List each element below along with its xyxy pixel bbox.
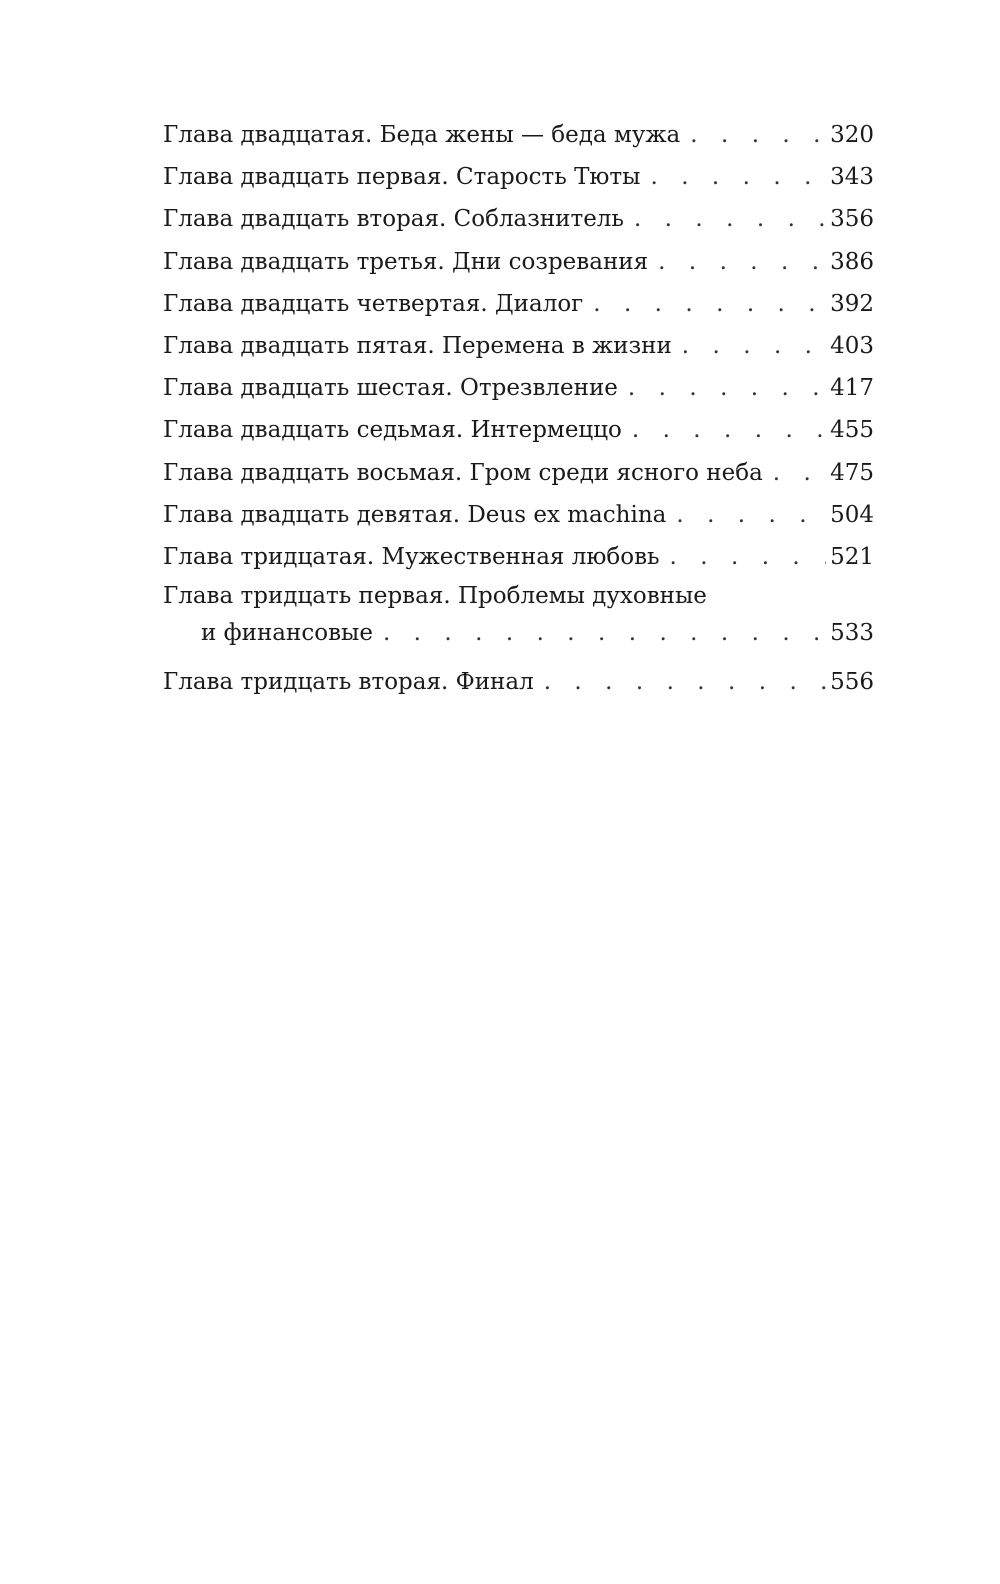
- toc-entry-page: 320: [830, 122, 874, 148]
- toc-entry-title: Глава тридцатая. Мужественная любовь: [163, 543, 660, 570]
- dot-leader: [676, 494, 826, 536]
- toc-entry-title: Глава двадцать первая. Старость Тюты: [163, 164, 641, 191]
- toc-entry-page: 556: [830, 669, 874, 696]
- dot-leader: [773, 452, 826, 494]
- toc-entry[interactable]: [163, 114, 874, 156]
- toc-entry-title: Глава двадцать четвертая. Диалог: [163, 290, 584, 317]
- toc-entry[interactable]: [163, 494, 874, 536]
- toc-entry-title: Глава двадцать девятая. Deus ex machina: [163, 501, 667, 528]
- toc-entry-page: 356: [830, 206, 874, 233]
- toc-entry-page: 403: [830, 332, 874, 359]
- toc-entry-page: 475: [830, 459, 874, 486]
- toc-entry-page: 392: [830, 290, 874, 317]
- toc-entry-title: Глава двадцатая. Беда жены — беда мужа: [163, 122, 681, 148]
- toc-entry[interactable]: [163, 325, 874, 367]
- dot-leader: [682, 325, 826, 367]
- toc-entry-title-continuation: и финансовые: [201, 620, 373, 647]
- toc-entry-title: Глава двадцать шестая. Отрезвление: [163, 375, 618, 402]
- toc-entry[interactable]: [163, 661, 874, 703]
- dot-leader: [593, 283, 826, 325]
- toc-entry[interactable]: [163, 241, 874, 283]
- dot-leader: [690, 114, 826, 156]
- toc-entry[interactable]: [163, 536, 874, 578]
- toc-entry-title: Глава двадцать седьмая. Интермеццо: [163, 417, 622, 444]
- toc-entry-title: Глава двадцать пятая. Перемена в жизни: [163, 332, 672, 359]
- toc-entry[interactable]: [163, 367, 874, 409]
- dot-leader: [628, 367, 826, 409]
- toc-entry-title: Глава двадцать третья. Дни созревания: [163, 248, 649, 275]
- dot-leader: [670, 536, 827, 578]
- toc-entry[interactable]: [163, 156, 874, 198]
- toc-entry-page: 504: [830, 501, 874, 528]
- toc-entry-title: Глава тридцать первая. Проблемы духовные: [163, 583, 707, 610]
- toc-entry-title: Глава тридцать вторая. Финал: [163, 669, 534, 696]
- toc-entry-page: 343: [830, 164, 874, 191]
- toc-entry[interactable]: [163, 578, 874, 661]
- toc-entry-page: 386: [830, 248, 874, 275]
- toc-entry-page: 521: [830, 543, 874, 570]
- toc-entry-title: Глава двадцать восьмая. Гром среди ясного неба: [163, 459, 763, 486]
- toc-entry-page: 455: [830, 417, 874, 444]
- dot-leader: [632, 409, 826, 451]
- toc-entry-title: Глава двадцать вторая. Соблазнитель: [163, 206, 624, 233]
- toc-entry[interactable]: [163, 198, 874, 240]
- dot-leader: [658, 241, 826, 283]
- toc-entry[interactable]: [163, 452, 874, 494]
- toc-entry[interactable]: [163, 283, 874, 325]
- dot-leader: [544, 661, 826, 703]
- toc-entry[interactable]: [163, 409, 874, 451]
- toc-entry-page: 417: [830, 375, 874, 402]
- dot-leader: [634, 198, 826, 240]
- dot-leader: [650, 156, 826, 198]
- toc-entry-page: 533: [830, 620, 874, 647]
- table-of-contents: [163, 114, 874, 703]
- dot-leader: [383, 615, 826, 652]
